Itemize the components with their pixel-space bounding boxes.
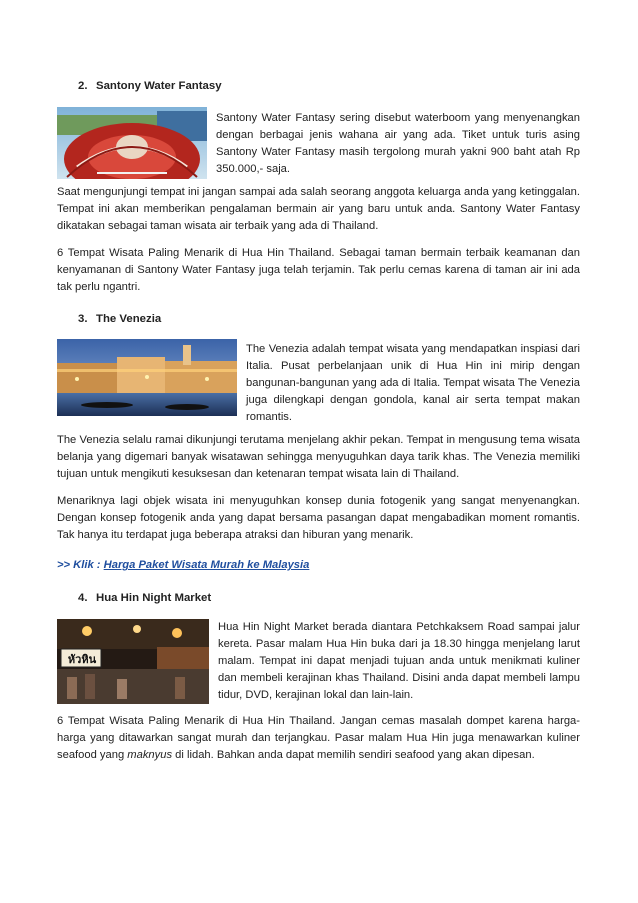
emphasis-word: maknyus <box>127 749 173 761</box>
heading-night-market <box>78 592 211 604</box>
heading-number: 2. <box>78 80 88 92</box>
heading-number: 4. <box>78 592 88 604</box>
santony-paragraph-2: 6 Tempat Wisata Paling Menarik di Hua Hin Thailand. Sebagai taman bermain terbaik keamanan dan kenyamanan di Santony Water Fantasy juga telah terjamin. Tak perlu cemas karena di taman air ini ada tak perlu ngantri. <box>57 247 580 293</box>
heading-title: The Venezia <box>96 313 162 325</box>
night-market-sign: หัวหิน <box>67 653 97 666</box>
heading-santony <box>78 80 222 92</box>
venezia-paragraph-1: The Venezia selalu ramai dikunjungi terutama menjelang akhir pekan. Tempat in mengusung tema wisata belanja yang digemari banyak wisatawan sehingga menyuguhkan daya tarik khas. The Venezia memiliki tujuan untuk mengikuti kesuksesan dan ketenaran tempat wisata lain di Thailand. <box>57 434 580 480</box>
night-market-paragraph <box>57 713 580 764</box>
santony-side-text: Santony Water Fantasy sering disebut waterboom yang menyenangkan dengan berbagai jenis wahana air yang ada. Tiket untuk turis asing Santony Water Fantasy masih tergolong murah yakni 900 baht atah Rp 350.000,- saja. <box>216 112 580 175</box>
night-market-image <box>57 619 209 704</box>
heading-number: 3. <box>78 313 88 325</box>
night-market-side-text: Hua Hin Night Market berada diantara Petchkaksem Road sampai jalur kereta. Pasar malam Hua Hin buka dari ja 18.30 hingga menjelang larut malam. Tempat ini dapat menjadi tujuan anda untuk menikmati kuliner dan membeli kerajinan khas Thailand. Disini anda dapat membeli lampu tidur, DVD, kerajinan lokal dan lain-lain. <box>218 621 580 701</box>
paragraph-text-part: di lidah. Bahkan anda dapat memilih sendiri seafood yang akan dipesan. <box>172 749 535 761</box>
heading-title: Hua Hin Night Market <box>96 592 212 604</box>
venezia-side-text: The Venezia adalah tempat wisata yang mendapatkan inspiasi dari Italia. Pusat perbelanjaan unik di Hua Hin ini mirip dengan bangunan-bangunan yang ada di Italia. Tempat wisata The Venezia juga dilengkapi dengan gondola, kanal air serta tempat makan romantis. <box>246 343 580 423</box>
heading-venezia <box>78 313 161 325</box>
santony-paragraph-1: Saat mengunjungi tempat ini jangan sampai ada salah seorang anggota keluarga anda yang ketinggalan. Tempat ini akan memberikan pengalaman bermain air yang baru untuk anda. Santony Water Fantasy dikatakan sebagai taman wisata air terbaik yang ada di Thailand. <box>57 186 580 232</box>
venezia-canal-image <box>57 339 237 416</box>
heading-title: Santony Water Fantasy <box>96 80 222 92</box>
related-article-link[interactable]: Harga Paket Wisata Murah ke Malaysia <box>103 559 310 571</box>
related-link-line <box>57 559 309 571</box>
santony-water-slide-image <box>57 107 207 179</box>
link-prefix: >> Klik : <box>57 559 104 571</box>
venezia-paragraph-2: Menariknya lagi objek wisata ini menyuguhkan konsep dunia fotogenik yang sangat menyenangkan. Dengan konsep fotogenik anda yang dapat bersama pasangan dapat mengabadikan moment romantis. Tak hanya itu terdapat juga beberapa atraksi dan hiburan yang menarik. <box>57 495 580 541</box>
paragraph-text-part: 6 Tempat Wisata Paling Menarik di Hua Hin Thailand. Jangan cemas masalah dompet karena harga-harga yang ditawarkan sangat murah dan terjangkau. Pasar malam Hua Hin juga menawarkan kuliner seafood yang <box>57 715 580 761</box>
